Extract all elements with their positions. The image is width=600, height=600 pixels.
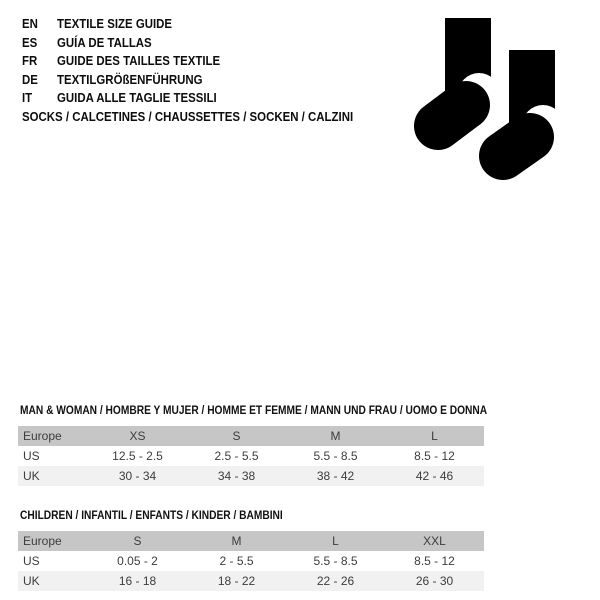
socks-icon: [400, 8, 590, 192]
language-guide-list: [22, 15, 242, 108]
column-header: L: [332, 534, 339, 548]
column-header: XS: [129, 429, 146, 443]
row-label: UK: [23, 574, 40, 588]
language-guide-item: [22, 89, 242, 108]
table-cell: 2 - 5.5: [219, 554, 254, 568]
sock-left: [438, 18, 500, 126]
table-row: [18, 571, 484, 591]
table-row: [18, 551, 484, 571]
language-code: ES: [22, 34, 38, 50]
column-header: S: [232, 429, 241, 443]
size-table-children: [18, 507, 484, 591]
language-label: TEXTILGRÖßENFÜHRUNG: [57, 71, 203, 87]
language-label: GUIDA ALLE TAGLIE TESSILI: [57, 90, 217, 105]
row-label: UK: [23, 469, 40, 483]
row-label: US: [23, 554, 40, 568]
table-cell: 30 - 34: [118, 469, 157, 483]
table-row: [18, 466, 484, 486]
table-cell: 2.5 - 5.5: [214, 449, 259, 463]
language-code: IT: [22, 90, 33, 105]
language-guide-item: [22, 71, 242, 90]
column-header: Europe: [23, 429, 62, 443]
language-label: GUIDE DES TAILLES TEXTILE: [57, 53, 221, 68]
table-title: MAN & WOMAN / HOMBRE Y MUJER / HOMME ET FEMME / MANN UND FRAU / UOMO E DONNA: [20, 403, 488, 417]
column-header: L: [431, 429, 438, 443]
table-cell: 5.5 - 8.5: [313, 449, 358, 463]
column-header: M: [231, 534, 242, 548]
language-label: TEXTILE SIZE GUIDE: [57, 16, 173, 31]
language-guide-item: [22, 15, 242, 34]
table-header-row: [18, 531, 484, 551]
language-code: EN: [22, 16, 38, 31]
table-cell: 8.5 - 12: [414, 554, 455, 568]
table-cell: 34 - 38: [217, 469, 256, 483]
size-table-man-woman: [18, 402, 488, 486]
table-cell: 38 - 42: [316, 469, 355, 483]
language-label: GUÍA DE TALLAS: [57, 34, 152, 50]
table-header-row: [18, 426, 484, 446]
table-cell: 26 - 30: [415, 574, 454, 588]
table-cell: 18 - 22: [217, 574, 256, 588]
table-row: [18, 446, 484, 466]
table-cell: 12.5 - 2.5: [112, 449, 163, 463]
column-header: Europe: [23, 534, 62, 548]
column-header: S: [133, 534, 142, 548]
language-guide-item: [22, 52, 242, 71]
table-cell: 8.5 - 12: [414, 449, 455, 463]
row-label: US: [23, 449, 40, 463]
table-cell: 22 - 26: [316, 574, 355, 588]
table-cell: 5.5 - 8.5: [313, 554, 358, 568]
table-title: CHILDREN / INFANTIL / ENFANTS / KINDER / BAMBINI: [20, 508, 283, 522]
language-code: FR: [22, 53, 38, 68]
table-cell: 16 - 18: [118, 574, 157, 588]
sock-right: [503, 50, 564, 156]
column-header: M: [330, 429, 341, 443]
table-cell: 42 - 46: [415, 469, 454, 483]
category-title: SOCKS / CALCETINES / CHAUSSETTES / SOCKEN / CALZINI: [22, 109, 354, 124]
language-code: DE: [22, 71, 38, 87]
column-header: XXL: [423, 534, 446, 548]
language-guide-item: [22, 34, 242, 53]
table-cell: 0.05 - 2: [117, 554, 158, 568]
